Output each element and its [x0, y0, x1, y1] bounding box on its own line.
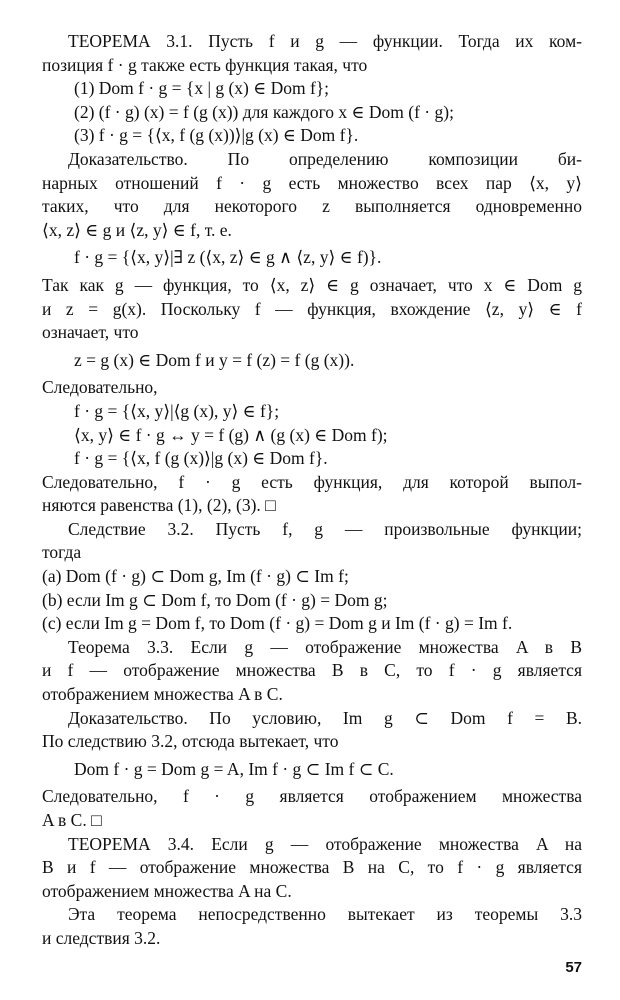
text-line: Следовательно, f · g есть функция, для которой выпол- — [42, 471, 582, 492]
text-line: няются равенства (1), (2), (3). □ — [42, 495, 276, 516]
page-number: 57 — [565, 959, 582, 976]
text-line: B и f — отображение множества B на C, то f · g является — [42, 857, 582, 878]
text-line: (c) если Im g = Dom f, то Dom (f · g) = Dom g и Im (f · g) = Im f. — [42, 613, 513, 634]
text-line: Следствие 3.2. Пусть f, g — произвольные функции; — [68, 518, 582, 539]
text-line: Эта теорема непосредственно вытекает из теоремы 3.3 — [68, 904, 582, 925]
text-line: означает, что — [42, 322, 139, 343]
text-line: f · g = {⟨x, y⟩|∃ z (⟨x, z⟩ ∈ g ∧ ⟨z, y⟩ ∈ f)}. — [74, 247, 382, 268]
text-line: тогда — [42, 542, 82, 563]
text-line: таких, что для некоторого z выполняется одновременно — [42, 196, 582, 217]
text-line: (1) Dom f · g = {x | g (x) ∈ Dom f}; — [74, 78, 330, 99]
text-line: z = g (x) ∈ Dom f и y = f (z) = f (g (x)). — [74, 349, 355, 370]
text-line: f · g = {⟨x, f (g (x)⟩|g (x) ∈ Dom f}. — [74, 448, 328, 469]
page-text — [42, 30, 582, 951]
text-line: f · g = {⟨x, y⟩|⟨g (x), y⟩ ∈ f}; — [74, 400, 280, 421]
text-line: Так как g — функция, то ⟨x, z⟩ ∈ g означает, что x ∈ Dom g — [42, 274, 582, 295]
text-line: ⟨x, z⟩ ∈ g и ⟨z, y⟩ ∈ f, т. е. — [42, 219, 232, 240]
text-line: нарных отношений f · g есть множество всех пар ⟨x, y⟩ — [42, 172, 582, 193]
text-line: отображением множества A в C. — [42, 684, 283, 705]
text-line: и f — отображение множества B в C, то f · g является — [42, 660, 582, 681]
text-line: (a) Dom (f · g) ⊂ Dom g, Im (f · g) ⊂ Im f; — [42, 566, 349, 587]
text-line: ⟨x, y⟩ ∈ f · g ↔ y = f (g) ∧ (g (x) ∈ Dom f); — [74, 424, 388, 445]
text-line: По следствию 3.2, отсюда вытекает, что — [42, 731, 339, 752]
text-line: и z = g(x). Поскольку f — функция, вхождение ⟨z, y⟩ ∈ f — [42, 298, 582, 319]
text-line: отображением множества A на C. — [42, 880, 292, 901]
text-line: и следствия 3.2. — [42, 927, 161, 948]
text-line: Теорема 3.3. Если g — отображение множества A в B — [68, 636, 582, 657]
text-line: Следовательно, f · g является отображением множества — [42, 786, 582, 807]
text-line: Доказательство. По определению композиции би- — [68, 148, 582, 169]
text-line: (3) f · g = {⟨x, f (g (x))⟩|g (x) ∈ Dom f}. — [74, 125, 359, 146]
text-line: (2) (f · g) (x) = f (g (x)) для каждого x ∈ Dom (f · g); — [74, 101, 454, 122]
text-line: ТЕОРЕМА 3.1. Пусть f и g — функции. Тогда их ком- — [68, 31, 582, 51]
text-line: ТЕОРЕМА 3.4. Если g — отображение множества A на — [68, 833, 582, 854]
text-line: (b) если Im g ⊂ Dom f, то Dom (f · g) = Dom g; — [42, 589, 388, 610]
text-line: Dom f · g = Dom g = A, Im f · g ⊂ Im f ⊂ C. — [74, 758, 394, 779]
text-line: A в C. □ — [42, 810, 102, 830]
text-line: позиция f · g также есть функция такая, что — [42, 54, 368, 75]
text-line: Следовательно, — [42, 377, 158, 398]
text-line: Доказательство. По условию, Im g ⊂ Dom f = B. — [68, 707, 582, 728]
